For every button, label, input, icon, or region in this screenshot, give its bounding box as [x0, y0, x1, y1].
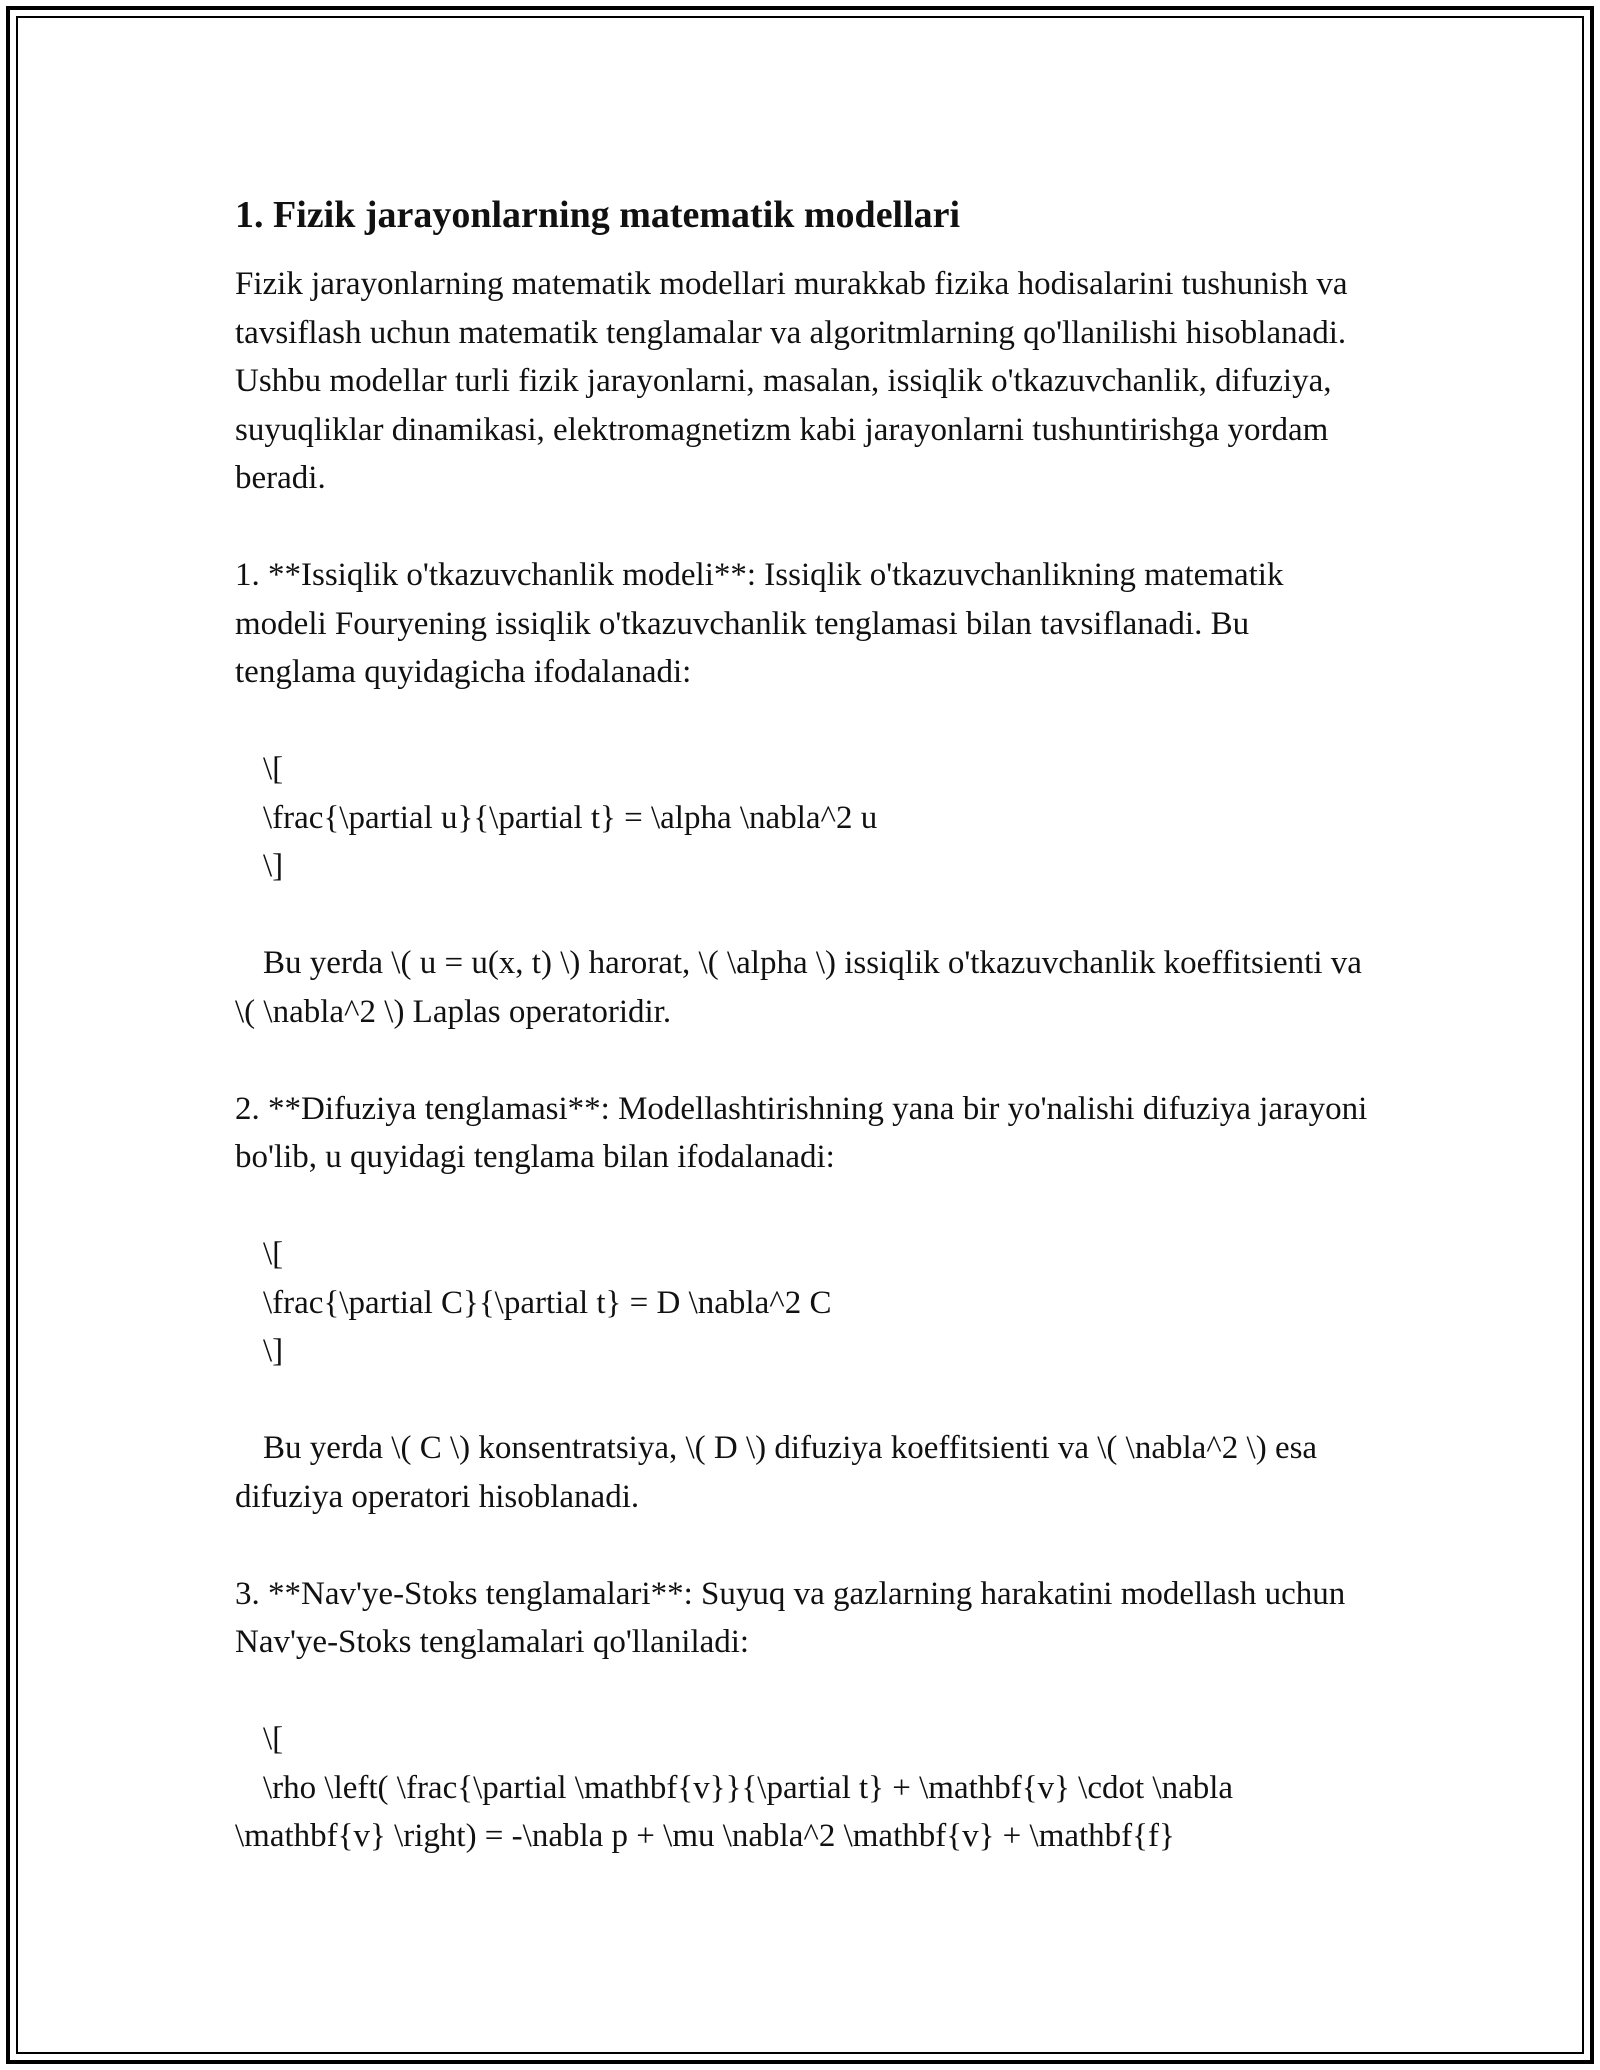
section-1-eq-close: \]: [263, 848, 284, 884]
section-1-note: Bu yerda \( u = u(x, t) \) harorat, \( \alpha \) issiqlik o'tkazuvchanlik koeffitsienti va \( \nabla^2 \) Laplas operatoridir.: [235, 945, 1362, 1030]
section-3-eq-open: \[: [263, 1721, 284, 1757]
section-heading: 1. Fizik jarayonlarning matematik modellari: [235, 194, 961, 236]
section-3-eq-body: \rho \left( \frac{\partial \mathbf{v}}{\partial t} + \mathbf{v} \cdot \nabla \mathbf{v} \right) = -\nabla p + \mu \nabla^2 \mathbf{v} + \mathbf{f}: [235, 1769, 1234, 1854]
section-2-eq-close: \]: [263, 1333, 284, 1369]
intro-paragraph: Fizik jarayonlarning matematik modellari murakkab fizika hodisalarini tushunish va tavsiflash uchun matematik tenglamalar va algoritmlarning qo'llanilishi hisoblanadi. Ushbu modellar turli fizik jarayonlarni, masalan, issiqlik o'tkazuvchanlik, difuziya, suyuqliklar dinamikasi, elektromagnetizm kabi jarayonlarni tushuntirishga yordam beradi.: [235, 266, 1348, 496]
section-1-eq-open: \[: [263, 751, 284, 787]
section-1-eq-body: \frac{\partial u}{\partial t} = \alpha \nabla^2 u: [263, 799, 878, 836]
section-2-eq-body: \frac{\partial C}{\partial t} = D \nabla^2 C: [263, 1284, 832, 1321]
section-1-text: 1. **Issiqlik o'tkazuvchanlik modeli**: Issiqlik o'tkazuvchanlikning matematik modeli Fouryening issiqlik o'tkazuvchanlik tenglamasi bilan tavsiflanadi. Bu tenglama quyidagicha ifodalanadi:: [235, 557, 1284, 690]
section-2-note: Bu yerda \( C \) konsentratsiya, \( D \) difuziya koeffitsienti va \( \nabla^2 \) esa difuziya operatori hisoblanadi.: [235, 1430, 1318, 1515]
section-2-text: 2. **Difuziya tenglamasi**: Modellashtirishning yana bir yo'nalishi difuziya jarayoni bo'lib, u quyidagi tenglama bilan ifodalanadi:: [235, 1090, 1368, 1175]
section-3-text: 3. **Nav'ye-Stoks tenglamalari**: Suyuq va gazlarning harakatini modellash uchun Nav'ye-Stoks tenglamalari qo'llaniladi:: [235, 1575, 1346, 1660]
section-2-eq-open: \[: [263, 1236, 284, 1272]
document-body: [235, 190, 1375, 1861]
